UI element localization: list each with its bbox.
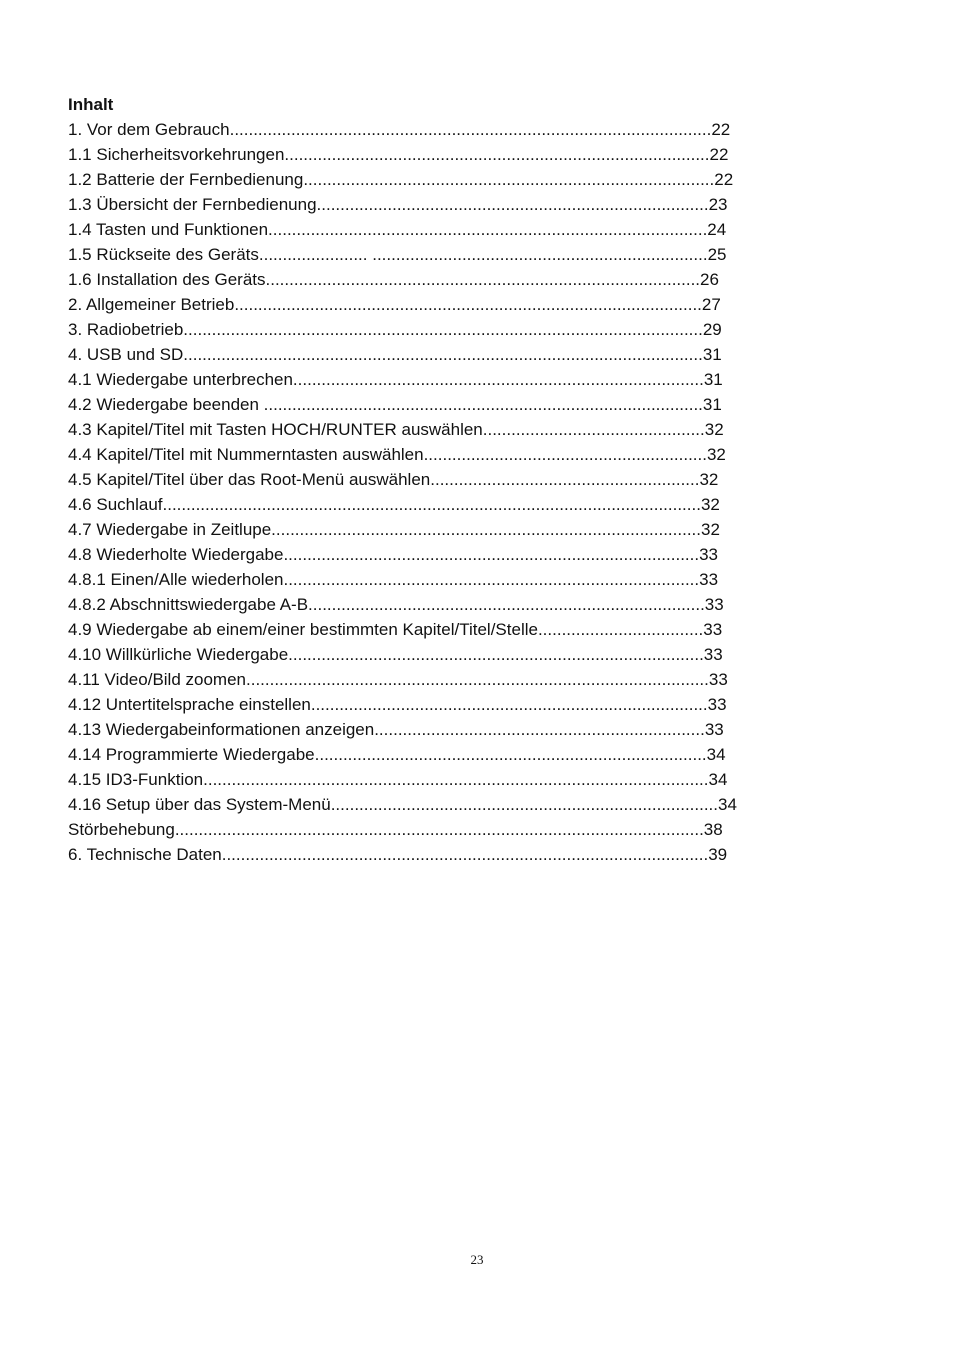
toc-entry: 1.2 Batterie der Fernbedienung.......................................................................................22 — [68, 170, 734, 189]
page-number: 23 — [470, 1252, 484, 1267]
toc-entry: 4.2 Wiedergabe beenden .............................................................................................31 — [68, 395, 722, 414]
toc-entry: 2. Allgemeiner Betrieb...................................................................................................27 — [68, 295, 721, 314]
toc-entry: Störbehebung................................................................................................................38 — [68, 820, 723, 839]
toc-entry: 4.6 Suchlauf..................................................................................................................32 — [68, 495, 720, 514]
toc-entry: 4.16 Setup über das System-Menü..................................................................................34 — [68, 795, 737, 814]
toc-entry: 4.10 Willkürliche Wiedergabe........................................................................................33 — [68, 645, 723, 664]
toc-entry: 4.8.1 Einen/Alle wiederholen........................................................................................33 — [68, 570, 719, 589]
toc-entry: 4.8.2 Abschnittswiedergabe A-B....................................................................................33 — [68, 595, 724, 614]
toc-entry: 4.4 Kapitel/Titel mit Nummerntasten auswählen............................................................32 — [68, 445, 726, 464]
toc-entry: 4.14 Programmierte Wiedergabe...................................................................................34 — [68, 745, 726, 764]
toc-title: Inhalt — [68, 95, 114, 114]
toc-entry: 1.3 Übersicht der Fernbedienung...................................................................................23 — [68, 195, 728, 214]
toc-entry: 4.15 ID3-Funktion...........................................................................................................34 — [68, 770, 728, 789]
toc-entry: 4.3 Kapitel/Titel mit Tasten HOCH/RUNTER auswählen...............................................32 — [68, 420, 724, 439]
toc-entry: 1.6 Installation des Geräts............................................................................................26 — [68, 270, 719, 289]
toc-entry: 4.13 Wiedergabeinformationen anzeigen......................................................................33 — [68, 720, 724, 739]
toc-entry: 1. Vor dem Gebrauch......................................................................................................22 — [68, 120, 731, 139]
toc-entry: 4.8 Wiederholte Wiedergabe........................................................................................33 — [68, 545, 719, 564]
toc-entry: 1.1 Sicherheitsvorkehrungen..........................................................................................22 — [68, 145, 729, 164]
toc-entry: 4.9 Wiedergabe ab einem/einer bestimmten Kapitel/Titel/Stelle...................................33 — [68, 620, 723, 639]
table-of-contents — [68, 92, 838, 867]
toc-entry: 4.11 Video/Bild zoomen..................................................................................................33 — [68, 670, 728, 689]
toc-entry: 4. USB und SD..............................................................................................................31 — [68, 345, 722, 364]
toc-entry: 1.5 Rückseite des Geräts....................... .......................................................................25 — [68, 245, 727, 264]
toc-entry: 1.4 Tasten und Funktionen.............................................................................................24 — [68, 220, 727, 239]
toc-entry: 4.7 Wiedergabe in Zeitlupe...........................................................................................32 — [68, 520, 720, 539]
toc-entry: 4.5 Kapitel/Titel über das Root-Menü auswählen.........................................................32 — [68, 470, 719, 489]
toc-list — [68, 117, 838, 867]
toc-entry: 6. Technische Daten.......................................................................................................39 — [68, 845, 728, 864]
toc-entry: 3. Radiobetrieb..............................................................................................................29 — [68, 320, 722, 339]
toc-entry: 4.12 Untertitelsprache einstellen....................................................................................33 — [68, 695, 727, 714]
toc-entry: 4.1 Wiedergabe unterbrechen.......................................................................................31 — [68, 370, 723, 389]
